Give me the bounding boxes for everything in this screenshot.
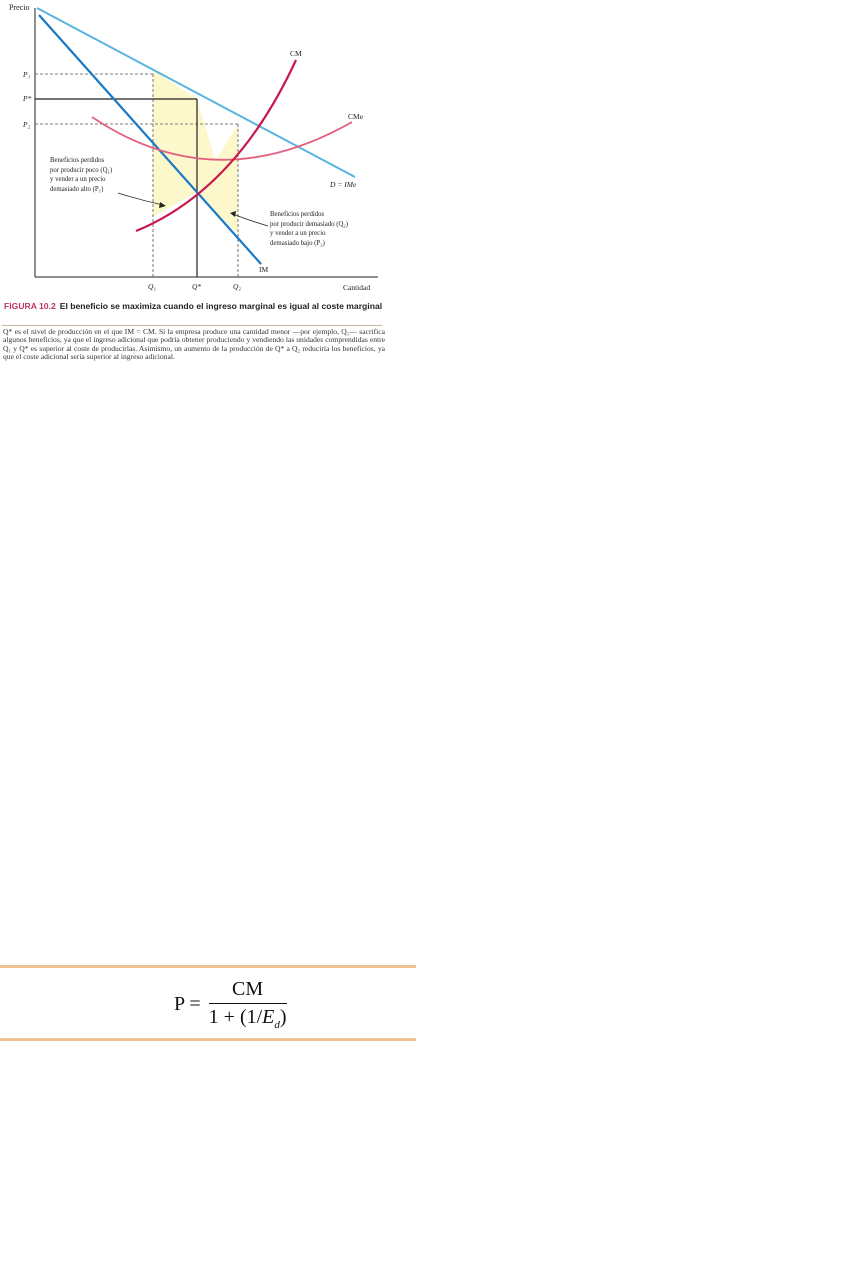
formula-top-rule (0, 965, 416, 968)
left-annotation-line: por producir poco (Q₁) (50, 167, 113, 174)
left-annotation-line: y vender a un precio (50, 176, 106, 183)
profit-maximization-diagram (0, 0, 420, 300)
right-annotation-line: Beneficios perdidos (270, 211, 325, 218)
q2-label: Q₂ (233, 282, 242, 291)
cm-label: CM (290, 49, 302, 58)
denominator-prefix: 1 + (1/ (208, 1005, 263, 1028)
im-label: IM (259, 265, 269, 274)
figure-caption (4, 301, 386, 311)
left-annotation-line: demasiado alto (P₁) (50, 186, 104, 193)
figure-number: FIGURA 10.2 (4, 301, 56, 311)
pstar-label: P* (23, 94, 32, 103)
formula-denominator (209, 1004, 287, 1031)
right-annotation-line: por producir demasiado (Q₂) (270, 221, 349, 228)
formula-fraction (209, 978, 287, 1031)
elasticity-symbol: E (262, 1005, 275, 1028)
formula-lhs: P = (174, 992, 201, 1015)
right-annotation-line: y vender a un precio (270, 230, 326, 237)
elasticity-subscript: d (274, 1018, 280, 1031)
markup-pricing-formula (174, 979, 287, 1029)
figure-title: El beneficio se maximiza cuando el ingreso marginal es igual al coste marginal (59, 301, 383, 311)
q1-label: Q₁ (148, 282, 157, 291)
demand-label: D = IMe (330, 180, 357, 189)
left-annotation-line: Beneficios perdidos (50, 157, 105, 164)
y-axis-label: Precio (9, 3, 30, 12)
right-annotation-line: demasiado bajo (P₂) (270, 240, 325, 247)
caption-title (4, 301, 386, 311)
caption-body: Q* es el nivel de producción en el que IM = CM. Si la empresa produce una cantidad menor —por ejemplo, Q₁— sacrifica algunos beneficios, ya que el ingreso adicional que podría obtener produciendo y vendiendo las unidades comprendidas entre Q₁ y Q* es superior al coste de producirlas. Asimismo, un aumento de la producción de Q* a Q₂ reduciría los beneficios, ya que el coste adicional sería superior al ingreso adicional. (3, 327, 385, 362)
formula-box (0, 965, 416, 1041)
formula-bottom-rule (0, 1038, 416, 1041)
p2-label: P₂ (23, 120, 31, 129)
cme-label: CMe (348, 112, 363, 121)
formula-numerator: CM (232, 977, 264, 1000)
x-axis-label: Cantidad (343, 283, 371, 292)
lost-profit-region-left (153, 70, 197, 217)
caption-divider (2, 325, 382, 326)
denominator-suffix: ) (279, 1005, 287, 1028)
right-annotation (270, 211, 350, 247)
marginal-revenue-curve (39, 15, 261, 264)
p1-label: P₁ (23, 70, 31, 79)
qstar-label: Q* (192, 282, 202, 291)
left-annotation (50, 157, 114, 193)
